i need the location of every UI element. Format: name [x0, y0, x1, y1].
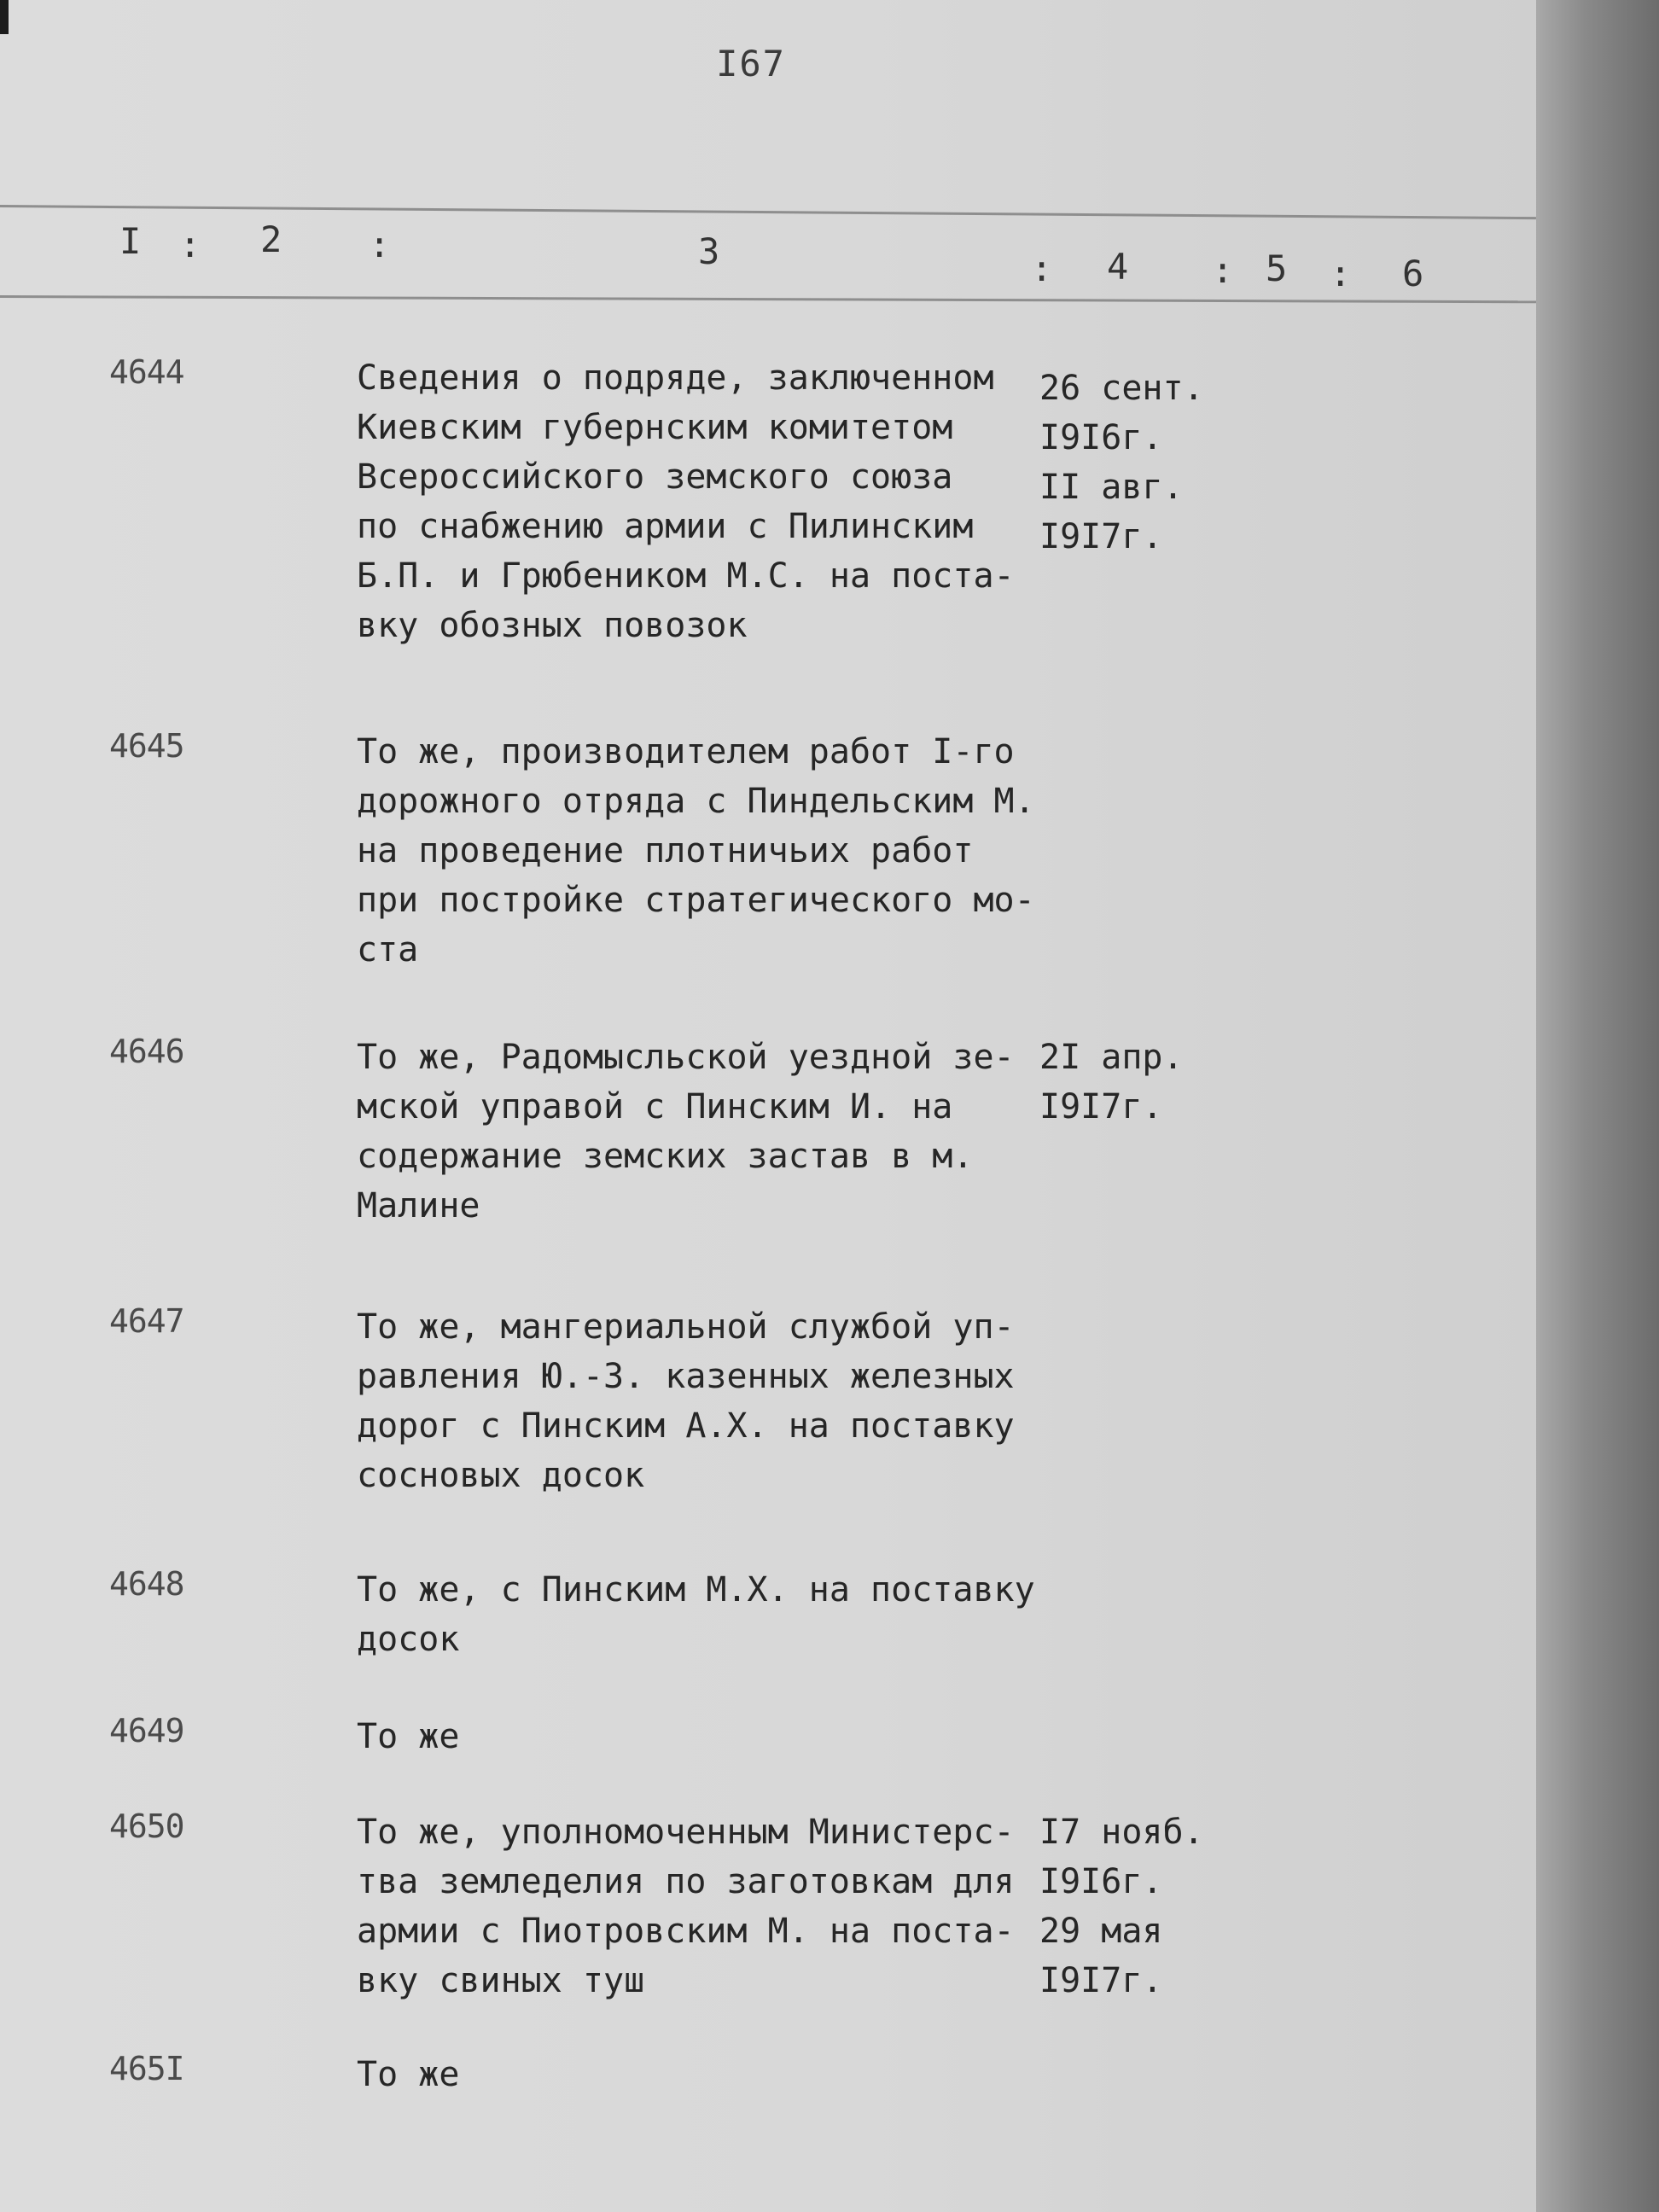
column-separator: : [1031, 247, 1053, 289]
page-number: I67 [716, 43, 786, 84]
column-separator: : [179, 224, 201, 265]
page-corner-mark [0, 0, 9, 34]
entry-description: То же [357, 1717, 460, 1756]
column-header-5: 5 [1266, 247, 1288, 289]
entry-number: 4649 [109, 1712, 184, 1749]
column-header-2: 2 [260, 218, 282, 260]
column-header-4: 4 [1107, 246, 1129, 288]
entry-number: 4648 [109, 1565, 184, 1603]
header-rule-bottom [0, 295, 1536, 303]
column-header-1: I [119, 220, 142, 262]
entry-description: То же, с Пинским М.Х. на поставку досок [357, 1570, 1035, 1659]
page-right-edge [1536, 0, 1659, 2212]
entry-number: 4646 [109, 1033, 184, 1070]
entry-dates: 26 сент. I9I6г. II авг. I9I7г. [1039, 369, 1204, 556]
entry-number: 4644 [109, 353, 184, 391]
entry-dates: I7 нояб. I9I6г. 29 мая I9I7г. [1039, 1813, 1204, 2000]
entry-number: 465I [109, 2050, 184, 2087]
entry-number: 4650 [109, 1807, 184, 1845]
entry-description: То же, уполномоченным Министерс- тва земледелия по заготовкам для армии с Пиотровским М. на поста- вку свиных туш [357, 1813, 1015, 2000]
entry-number: 4647 [109, 1302, 184, 1340]
column-separator: : [1330, 253, 1352, 294]
column-header-6: 6 [1402, 253, 1424, 294]
entry-number: 4645 [109, 727, 184, 765]
entry-description: Сведения о подряде, заключенном Киевским губернским комитетом Всероссийского земского союза по снабжению армии с Пилинским Б.П. и Грюбеником М.С. на поста- вку обозных повозок [357, 358, 1015, 645]
header-rule-top [0, 205, 1536, 219]
entry-description: То же, Радомысльской уездной зе- мской управой с Пинским И. на содержание земских застав в м. Малине [357, 1038, 1015, 1225]
entry-description: То же [357, 2055, 460, 2094]
entry-description: То же, мангериальной службой уп- равления Ю.-З. казенных железных дорог с Пинским А.Х. на поставку сосновых досок [357, 1307, 1015, 1495]
column-separator: : [369, 224, 391, 265]
entry-description: То же, производителем работ I-го дорожного отряда с Пиндельским М. на проведение плотничьих работ при постройке стратегического мо- ста [357, 732, 1035, 969]
entry-dates: 2I апр. I9I7г. [1039, 1038, 1184, 1126]
column-separator: : [1212, 249, 1234, 291]
column-header-3: 3 [698, 230, 720, 272]
